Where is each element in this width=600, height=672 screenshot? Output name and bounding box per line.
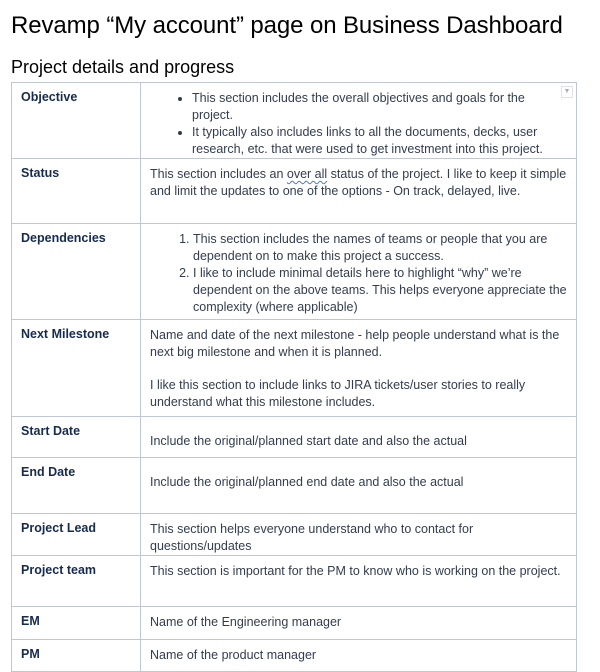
project-details-table — [11, 82, 577, 672]
table-row-project-lead — [12, 514, 577, 556]
row-label: Next Milestone — [12, 320, 141, 417]
table-row-status — [12, 159, 577, 224]
cell-text: This section includes an — [150, 167, 287, 181]
row-label: Dependencies — [12, 224, 141, 320]
paragraph: I like this section to include links to JIRA tickets/user stories to really understand what this milestone includes. — [150, 378, 526, 409]
row-label: Start Date — [12, 417, 141, 458]
next-milestone-cell[interactable] — [141, 320, 577, 417]
row-label: Objective — [12, 83, 141, 159]
table-row-em — [12, 607, 577, 640]
list-item: • This section includes the overall objectives and goals for the project. — [192, 90, 567, 124]
row-label: End Date — [12, 458, 141, 514]
row-label: Status — [12, 159, 141, 224]
table-row-start-date — [12, 417, 577, 458]
start-date-cell[interactable]: Include the original/planned start date and also the actual — [141, 417, 577, 458]
chevron-down-icon[interactable]: ▼ — [561, 86, 573, 98]
spellcheck-flagged-text[interactable]: over all — [286, 167, 328, 181]
table-row-pm — [12, 640, 577, 672]
list-item: • It typically also includes links to all the documents, decks, user research, etc. that were used to get investment into this project. — [192, 124, 567, 158]
row-label: Project team — [12, 556, 141, 607]
project-team-cell[interactable]: This section is important for the PM to know who is working on the project. — [141, 556, 577, 607]
cell-text: status of the project. I like to keep it simple and limit the updates to one of the options - On track, delayed, live. — [150, 167, 567, 198]
row-label: Project Lead — [12, 514, 141, 556]
row-label: PM — [12, 640, 141, 672]
numbered-list — [150, 231, 567, 316]
table-row-objective — [12, 83, 577, 159]
dependencies-cell[interactable] — [141, 224, 577, 320]
end-date-cell[interactable]: Include the original/planned end date and also the actual — [141, 458, 577, 514]
em-cell[interactable]: Name of the Engineering manager — [141, 607, 577, 640]
project-lead-cell[interactable]: This section helps everyone understand who to contact for questions/updates — [141, 514, 577, 556]
section-heading: Project details and progress — [11, 57, 235, 77]
pm-cell[interactable]: Name of the product manager — [141, 640, 577, 672]
table-row-next-milestone — [12, 320, 577, 417]
list-item: 1. This section includes the names of teams or people that you are dependent on to make this project a success. — [193, 231, 567, 265]
objective-cell[interactable] — [141, 83, 577, 159]
table-row-project-team — [12, 556, 577, 607]
page-title: Revamp “My account” page on Business Dashboard — [11, 12, 563, 39]
bullet-list — [150, 90, 567, 158]
paragraph: Name and date of the next milestone - help people understand what is the next big milestone and when it is planned. — [150, 328, 560, 359]
row-label: EM — [12, 607, 141, 640]
table-row-end-date — [12, 458, 577, 514]
list-item: 2. I like to include minimal details here to highlight “why” we’re dependent on the above teams. This helps everyone appreciate the complexity (where applicable) — [193, 265, 567, 316]
status-cell[interactable] — [141, 159, 577, 224]
table-row-dependencies — [12, 224, 577, 320]
